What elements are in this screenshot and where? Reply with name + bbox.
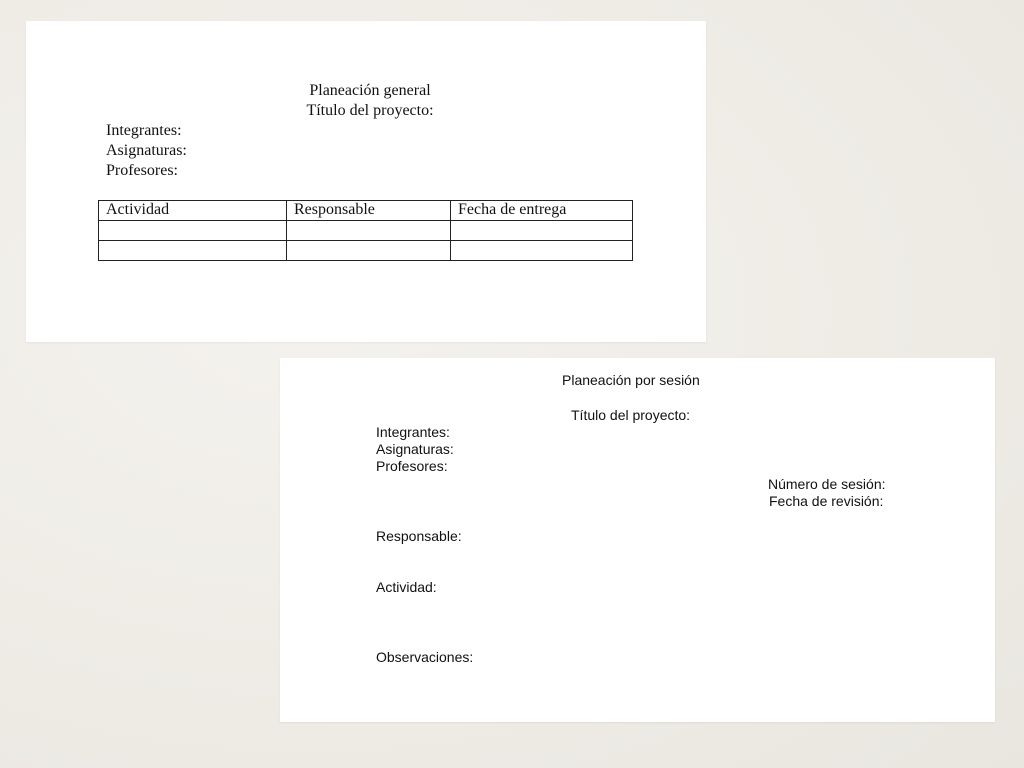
session-profesores-label: Profesores:: [376, 458, 448, 474]
table-cell: [99, 241, 287, 261]
general-integrantes-label: Integrantes:: [106, 122, 182, 139]
table-cell: [451, 241, 633, 261]
table-row: [99, 221, 633, 241]
session-number-label: Número de sesión:: [768, 476, 886, 492]
table-cell: [287, 221, 451, 241]
column-header-actividad: Actividad: [99, 201, 287, 221]
table-row: [99, 241, 633, 261]
session-asignaturas-label: Asignaturas:: [376, 441, 454, 457]
session-title: Planeación por sesión: [562, 372, 700, 388]
review-date-label: Fecha de revisión:: [769, 493, 884, 509]
session-project-title-label: Título del proyecto:: [571, 407, 691, 423]
general-profesores-label: Profesores:: [106, 162, 178, 179]
column-header-fecha-entrega: Fecha de entrega: [451, 201, 633, 221]
table-cell: [451, 221, 633, 241]
table-cell: [287, 241, 451, 261]
general-project-title-label: Título del proyecto:: [306, 102, 434, 119]
table-header-row: [99, 201, 633, 221]
session-planning-sheet: [280, 358, 995, 722]
general-title: Planeación general: [309, 82, 431, 99]
activity-table: [98, 200, 633, 261]
session-responsable-label: Responsable:: [376, 528, 462, 544]
session-integrantes-label: Integrantes:: [376, 424, 450, 440]
general-asignaturas-label: Asignaturas:: [106, 142, 187, 159]
column-header-responsable: Responsable: [287, 201, 451, 221]
session-actividad-label: Actividad:: [376, 579, 437, 595]
general-planning-sheet: [26, 21, 706, 342]
table-cell: [99, 221, 287, 241]
session-observaciones-label: Observaciones:: [376, 649, 474, 665]
